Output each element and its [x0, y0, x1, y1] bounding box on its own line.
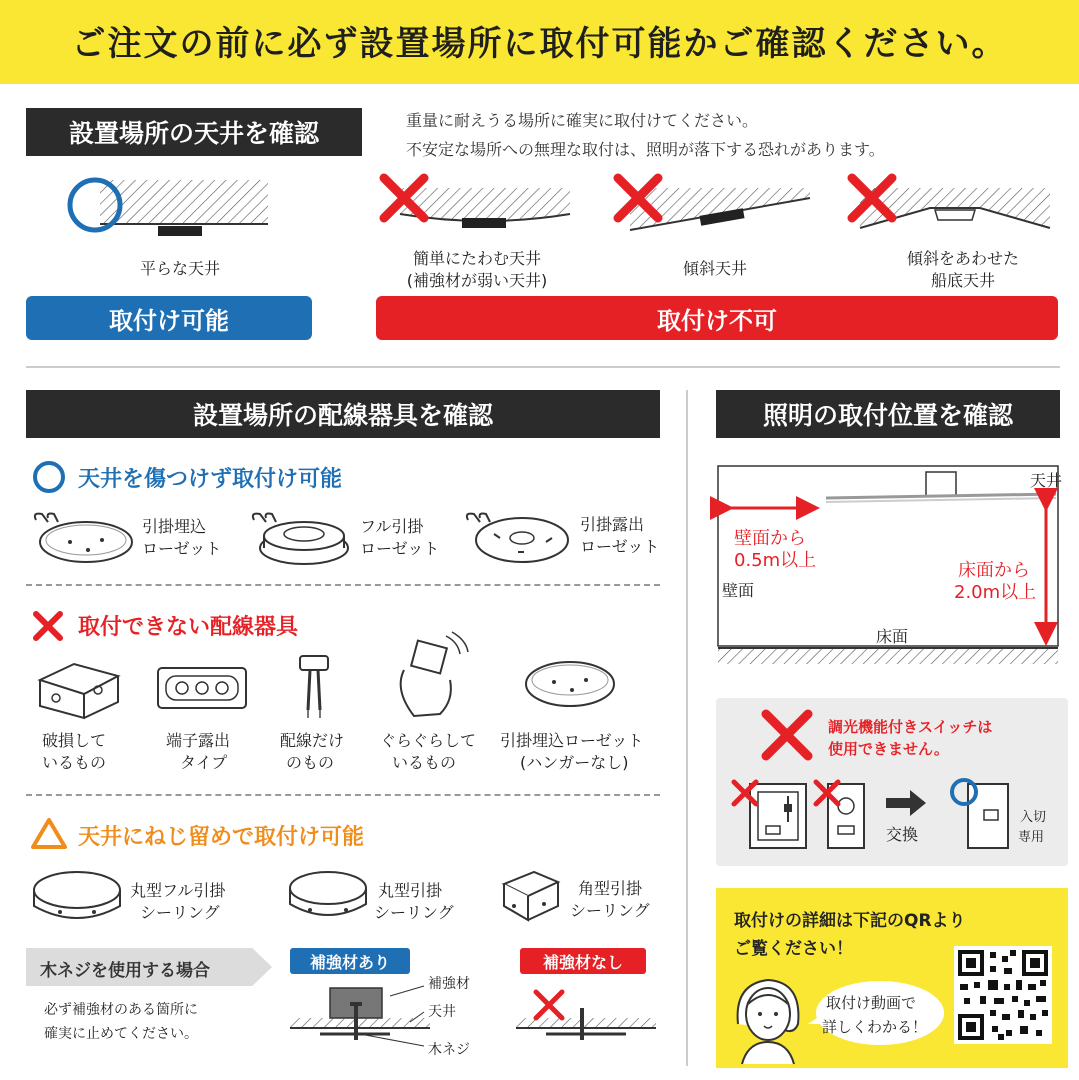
arrow-right-icon [884, 788, 928, 818]
screw-item-1-line2: シーリング [140, 903, 220, 922]
ng-wiring-heading: 取付できない配線器具 [78, 615, 299, 640]
exposed-rosette-icon [464, 508, 572, 568]
ceiling-label: 天井 [428, 1004, 456, 1020]
boat-ceiling-label-2: 船底天井 [930, 271, 995, 290]
ng-cross-icon [846, 172, 898, 224]
ceiling-heading: 設置場所の天井を確認 [26, 108, 362, 156]
broken-box-icon [34, 654, 124, 720]
wood-screw-tag-label: 木ネジを使用する場合 [40, 961, 210, 981]
diagram-ceiling-label: 天井 [1030, 471, 1063, 490]
diagram-wall-label: 壁面 [722, 581, 755, 600]
without-brace-tag: 補強材なし [520, 948, 646, 974]
position-heading: 照明の取付位置を確認 [716, 390, 1060, 438]
sagging-ceiling-label-1: 簡単にたわむ天井 [412, 249, 541, 268]
with-brace-tag: 補強材あり [290, 948, 410, 974]
bubble-line-1: 取付け動画で [826, 994, 917, 1012]
flat-ceiling-label: 平らな天井 [139, 259, 220, 278]
bare-wire-icon [294, 654, 334, 724]
exposed-terminal-icon [156, 664, 248, 712]
screw-mount-heading: 天井にねじ留めで取付け可能 [78, 825, 365, 850]
dashed-divider [26, 584, 660, 586]
loose-fixture-icon [384, 630, 474, 722]
floor-gap-2: 2.0m以上 [954, 582, 1037, 603]
ceiling-note-1: 重量に耐えうる場所に確実に取付けてください。 [406, 111, 759, 130]
bubble-line-2: 詳しくわかる！ [822, 1018, 928, 1036]
ng-cross-icon [378, 172, 430, 224]
wiring-heading: 設置場所の配線器具を確認 [26, 390, 660, 438]
section-divider [26, 366, 1060, 368]
embedded-rosette-icon [30, 510, 134, 568]
ok-pill: 取付け可能 [26, 296, 312, 340]
sloped-ceiling-label: 傾斜天井 [682, 259, 747, 278]
qr-code-image [958, 950, 1048, 1040]
banner-title: ご注文の前に必ず設置場所に取付可能かご確認ください。 [71, 24, 1008, 64]
ng-cross-icon [730, 778, 760, 808]
screw-item-2-line2: シーリング [374, 903, 454, 922]
ok-item-1-line2: ローゼット [142, 539, 222, 558]
switch-note-2: 使用できません。 [828, 740, 949, 758]
ng-item-5-line2: (ハンガーなし) [520, 753, 629, 772]
wall-gap-2: 0.5m以上 [734, 550, 817, 571]
ng-item-3-line1: 配線だけ [280, 731, 345, 750]
hangerless-rosette-icon [524, 654, 616, 712]
ok-circle-icon [66, 176, 124, 234]
ok-wiring-heading: 天井を傷つけず取付け可能 [78, 467, 343, 492]
woman-illustration [728, 964, 812, 1064]
ng-item-3-line2: のもの [286, 753, 335, 772]
ng-item-2-line1: 端子露出 [166, 731, 231, 750]
warning-triangle-icon [30, 816, 68, 850]
ok-item-2-line1: フル引掛 [360, 517, 424, 536]
ng-cross-icon [32, 610, 64, 642]
switch-note-1: 調光機能付きスイッチは [828, 718, 993, 736]
speech-bubble [806, 978, 946, 1048]
ng-item-4-line2: いるもの [392, 753, 457, 772]
screw-item-3-line1: 角型引掛 [578, 879, 643, 898]
ng-pill: 取付け不可 [376, 296, 1058, 340]
ok-item-3-line2: ローゼット [580, 537, 660, 556]
wood-screw-label: 木ネジ [428, 1042, 470, 1058]
ng-item-4-line1: ぐらぐらして [380, 731, 477, 750]
wood-screw-note-2: 確実に止めてください。 [44, 1026, 198, 1042]
wood-screw-note-1: 必ず補強材のある箇所に [44, 1002, 198, 1018]
ng-cross-icon [760, 708, 814, 762]
ng-item-1-line1: 破損して [42, 731, 107, 750]
floor-gap-1: 床面から [958, 560, 1030, 581]
screw-item-1-line1: 丸型フル引掛 [130, 881, 226, 900]
qr-code[interactable] [954, 946, 1052, 1044]
ceiling-note-2: 不安定な場所への無理な取付は、照明が落下する恐れがあります。 [406, 140, 885, 159]
diagram-floor-label: 床面 [876, 627, 909, 646]
ng-item-2-line2: タイプ [180, 753, 228, 772]
screw-item-3-line2: シーリング [570, 901, 650, 920]
full-rosette-icon [248, 510, 352, 570]
ok-circle-icon [32, 460, 66, 494]
boat-ceiling-label-1: 傾斜をあわせた [906, 249, 1019, 268]
ng-cross-icon [812, 778, 842, 808]
ok-item-1-line1: 引掛埋込 [142, 517, 207, 536]
column-divider [686, 390, 688, 1066]
dashed-divider [26, 794, 660, 796]
wall-gap-1: 壁面から [734, 528, 806, 549]
ng-item-5-line1: 引掛埋込ローゼット [500, 731, 644, 750]
ok-item-3-line1: 引掛露出 [580, 515, 645, 534]
onoff-label-2: 専用 [1018, 830, 1045, 845]
screw-item-2-line1: 丸型引掛 [378, 881, 443, 900]
with-brace-illustration [290, 982, 430, 1062]
exchange-label: 交換 [886, 825, 919, 844]
square-ceiling-icon [500, 862, 562, 924]
qr-line-2: ご覧ください！ [734, 939, 853, 959]
sagging-ceiling-label-2: (補強材が弱い天井) [406, 271, 548, 290]
onoff-label-1: 入切 [1020, 810, 1047, 825]
qr-line-1: 取付けの詳細は下記のQRより [734, 911, 966, 931]
without-brace-illustration [516, 982, 656, 1062]
round-full-ceiling-icon [30, 866, 124, 932]
ng-cross-icon [612, 172, 664, 224]
ok-item-2-line2: ローゼット [360, 539, 440, 558]
ok-circle-icon [948, 776, 980, 808]
round-ceiling-icon [286, 866, 370, 928]
ng-item-1-line2: いるもの [42, 753, 107, 772]
brace-label: 補強材 [428, 976, 470, 992]
